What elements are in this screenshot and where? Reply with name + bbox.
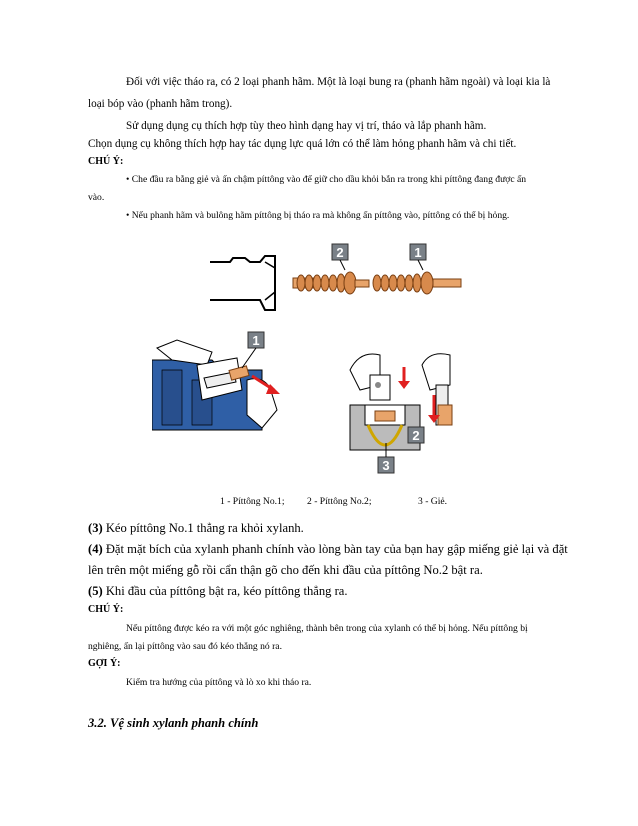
step-3-text: Kéo píttông No.1 thẳng ra khỏi xylanh. xyxy=(102,521,304,535)
piston-no2 xyxy=(293,272,369,294)
paragraph-wrong-tool xyxy=(88,134,568,154)
step-3-number: (3) xyxy=(88,521,103,535)
step-4-number: (4) xyxy=(88,542,103,556)
badge-2-label: 2 xyxy=(336,245,344,260)
caption-piston-2: 2 - Píttông No.2; xyxy=(307,496,372,507)
note1-item2-text: • Nếu phanh hãm và bulông hãm píttông bị tháo ra mà không ấn píttông vào, píttông có thể bị hỏng. xyxy=(126,210,510,221)
para1-line1: Đối với việc tháo ra, có 2 loại phanh hãm. Một là loại bung ra (phanh hãm ngoài) và loại kia là xyxy=(126,76,551,88)
hint-text-line: Kiểm tra hướng của píttông và lò xo khi tháo ra. xyxy=(126,677,312,688)
caption-piston-1: 1 - Píttông No.1; xyxy=(220,496,285,507)
para3-text: Chọn dụng cụ không thích hợp hay tác dụng lực quá lớn có thể làm hỏng phanh hãm và chi tiết. xyxy=(88,138,517,150)
hint-label: GỢI Ý: xyxy=(88,658,121,669)
step-5 xyxy=(88,581,570,602)
note1-item2 xyxy=(88,207,568,225)
badge-3-label: 3 xyxy=(382,458,390,473)
paragraph-tool-usage xyxy=(88,116,568,136)
note2-label: CHÚ Ý: xyxy=(88,604,124,615)
badge-2-second-label: 2 xyxy=(412,428,420,443)
caption-rag: 3 - Giẻ. xyxy=(418,496,448,507)
note1-item1-line2: vào. xyxy=(88,192,105,203)
note2-text-line1: Nếu píttông được kéo ra với một góc nghiêng, thành bên trong của xylanh có thể bị hỏng. Nếu píttông bị xyxy=(126,623,528,634)
step-4-cont xyxy=(88,560,570,581)
step-5-number: (5) xyxy=(88,584,103,598)
step-3 xyxy=(88,518,570,539)
note2-text-line2: nghiêng, ấn lại píttông vào sau đó kéo thẳng nó ra. xyxy=(88,641,282,652)
hint-text xyxy=(88,674,568,692)
step-4-text-line2: lên trên một miếng gỗ rồi cẩn thận gõ cho đến khi đầu của píttông No.2 bật ra. xyxy=(88,563,483,577)
note1-item1 xyxy=(88,171,568,189)
para1-line2: loại bóp vào (phanh hãm trong). xyxy=(88,98,233,110)
note2-text xyxy=(88,620,568,638)
step-4 xyxy=(88,539,570,560)
note1-item1-cont xyxy=(88,189,568,207)
note1-label: CHÚ Ý: xyxy=(88,156,124,167)
note2-text-cont xyxy=(88,638,568,656)
note1-item1-line1: • Che đầu ra bằng giẻ và ấn chậm píttông vào để giữ cho dầu khỏi bắn ra trong khi píttông đang được ấn xyxy=(126,174,527,185)
step-5-text: Khi đầu của píttông bật ra, kéo píttông thẳng ra. xyxy=(102,584,348,598)
rag-tapping-illustration xyxy=(340,345,470,475)
badge-1-second-label: 1 xyxy=(252,333,260,348)
piston-no1 xyxy=(373,272,461,294)
badge-1-label: 1 xyxy=(414,245,422,260)
para2-text: Sử dụng dụng cụ thích hợp tùy theo hình dạng hay vị trí, tháo và lắp phanh hãm. xyxy=(126,120,487,132)
master-cylinder-illustration xyxy=(152,330,292,440)
step-4-text-line1: Đặt mặt bích của xylanh phanh chính vào lòng bàn tay của bạn hay gập miếng giẻ lại và đặt xyxy=(102,542,568,556)
paragraph-retainer-types-cont xyxy=(88,94,568,114)
pistons-illustration xyxy=(205,240,465,320)
section-heading: 3.2. Vệ sinh xylanh phanh chính xyxy=(88,716,259,730)
paragraph-retainer-types xyxy=(88,72,568,92)
